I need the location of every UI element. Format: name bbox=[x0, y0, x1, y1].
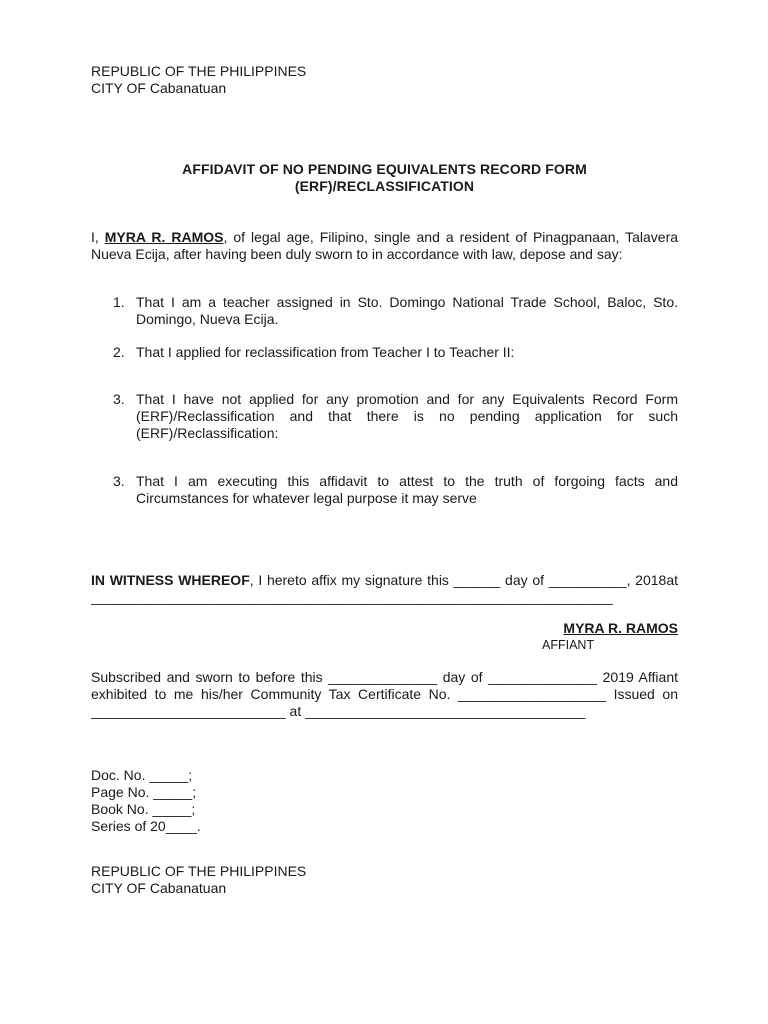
item-line: That I applied for reclassification from Teacher I to Teacher II: bbox=[136, 344, 515, 360]
notarial-entries bbox=[91, 767, 678, 835]
signature-role: AFFIANT bbox=[542, 638, 595, 652]
jurat-line-2: exhibited to me his/her Community Tax Certificate No. ___________________ Issued on bbox=[91, 686, 678, 702]
item-line: (ERF)/Reclassification and that there is no pending application for such bbox=[136, 408, 678, 424]
item-number: 2. bbox=[113, 344, 125, 360]
item-line: Circumstances for whatever legal purpose it may serve bbox=[136, 490, 477, 506]
affidavit-page bbox=[91, 0, 678, 1024]
intro-line-1 bbox=[91, 229, 678, 246]
doc-number: Doc. No. _____; bbox=[91, 767, 193, 783]
item-number: 3. bbox=[113, 473, 125, 489]
intro-line-1-rest: , of legal age, Filipino, single and a resident of Pinagpanaan, Talavera bbox=[223, 229, 679, 245]
page-number: Page No. _____; bbox=[91, 784, 197, 800]
intro-prefix: I, bbox=[91, 229, 105, 245]
signature-name: MYRA R. RAMOS bbox=[563, 620, 678, 636]
item-line: That I have not applied for any promotion and for any Equivalents Record Form bbox=[136, 391, 678, 407]
affiant-name: MYRA R. RAMOS bbox=[104, 229, 224, 245]
item-line: Domingo, Nueva Ecija. bbox=[136, 311, 279, 327]
witness-rest: , I hereto affix my signature this ______ day of __________, 2018at bbox=[249, 572, 678, 588]
footer-city: CITY OF Cabanatuan bbox=[91, 880, 227, 896]
book-number: Book No. _____; bbox=[91, 801, 196, 817]
witness-line-1 bbox=[91, 572, 678, 589]
witness-line-2: ___________________________________________________________________ bbox=[91, 589, 613, 605]
series-year: Series of 20____. bbox=[91, 818, 201, 834]
jurat-line-3: _________________________ at ____________________________________ bbox=[91, 703, 586, 719]
item-line: That I am executing this affidavit to attest to the truth of forgoing facts and bbox=[136, 473, 678, 489]
item-line: (ERF)/Reclassification: bbox=[136, 425, 279, 441]
document-title: AFFIDAVIT OF NO PENDING EQUIVALENTS RECORD FORM (ERF)/RECLASSIFICATION bbox=[182, 161, 587, 194]
item-line: That I am a teacher assigned in Sto. Domingo National Trade School, Baloc, Sto. bbox=[136, 294, 678, 310]
header-republic: REPUBLIC OF THE PHILIPPINES bbox=[91, 63, 307, 79]
jurat-paragraph bbox=[91, 669, 678, 720]
witness-lead: IN WITNESS WHEREOF bbox=[91, 572, 250, 588]
intro-line-2: Nueva Ecija, after having been duly sworn to in accordance with law, depose and say: bbox=[91, 246, 623, 262]
item-number: 1. bbox=[113, 294, 125, 310]
header-city: CITY OF Cabanatuan bbox=[91, 80, 227, 96]
document-header bbox=[91, 63, 678, 97]
intro-paragraph bbox=[91, 229, 678, 263]
document-footer bbox=[91, 863, 678, 897]
jurat-line-1: Subscribed and sworn to before this ______________ day of ______________ 2019 Affiant bbox=[91, 669, 678, 685]
item-number: 3. bbox=[113, 391, 125, 407]
footer-republic: REPUBLIC OF THE PHILIPPINES bbox=[91, 863, 307, 879]
witness-paragraph bbox=[91, 572, 678, 606]
